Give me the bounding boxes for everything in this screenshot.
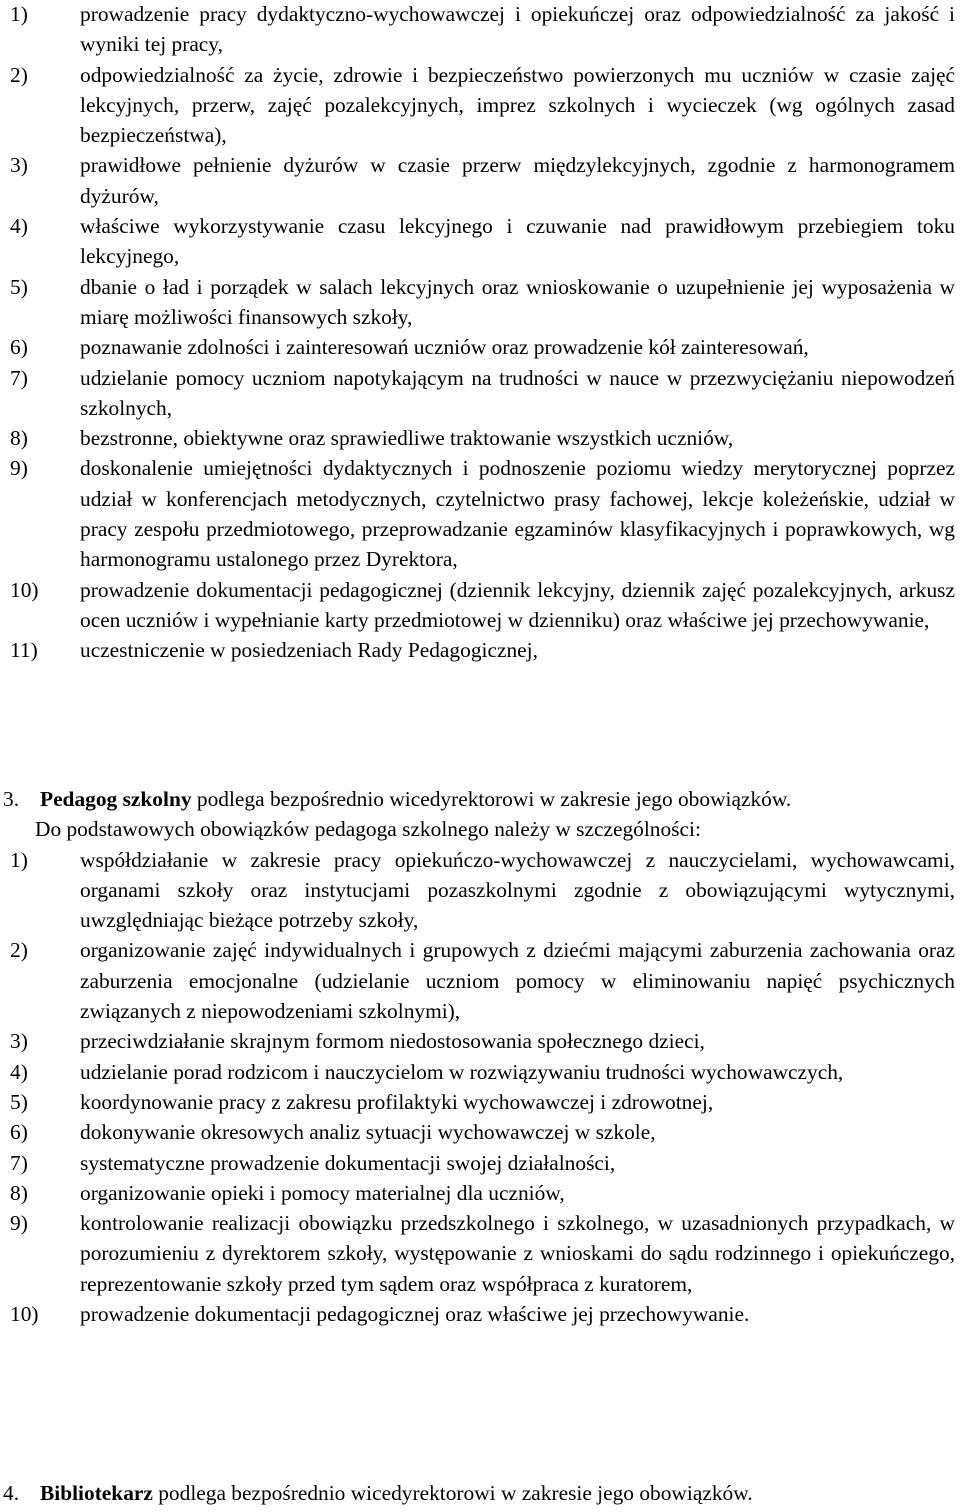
list-item (0, 1299, 960, 1329)
item-number: 6) (10, 1120, 28, 1145)
item-text: udzielanie pomocy uczniom napotykającym na trudności w nauce w przezwyciężaniu niepowodzeń szkolnych, (80, 365, 955, 420)
list-item (0, 1208, 960, 1299)
item-number: 9) (10, 456, 28, 481)
item-number: 2) (10, 62, 28, 87)
section-role-title: Bibliotekarz (40, 1481, 153, 1505)
list-item (0, 845, 960, 936)
item-number: 9) (10, 1211, 28, 1236)
item-number: 10) (10, 577, 39, 602)
item-number: 1) (10, 2, 28, 26)
item-number: 7) (10, 365, 28, 390)
list-item (0, 150, 960, 211)
item-text: poznawanie zdolności i zainteresowań uczniów oraz prowadzenie kół zainteresowań, (80, 335, 809, 360)
item-number: 6) (10, 335, 28, 360)
list-item (0, 575, 960, 636)
duties-list-teacher (0, 0, 960, 666)
item-number: 4) (10, 214, 28, 239)
section-intro: Do podstawowych obowiązków pedagoga szkolnego należy w szczególności: (35, 817, 701, 842)
item-number: 8) (10, 426, 28, 451)
item-number: 2) (10, 938, 28, 963)
section-heading (0, 1478, 960, 1508)
item-text: systematyczne prowadzenie dokumentacji swojej działalności, (80, 1150, 616, 1175)
list-item (0, 211, 960, 272)
item-number: 8) (10, 1180, 28, 1205)
duties-list-pedagog (0, 845, 960, 1330)
section-bibliotekarz (0, 1478, 960, 1508)
item-text: bezstronne, obiektywne oraz sprawiedliwe traktowanie wszystkich uczniów, (80, 426, 734, 451)
list-item (0, 1178, 960, 1208)
section-heading-text: podlega bezpośrednio wicedyrektorowi w zakresie jego obowiązków. (191, 787, 792, 811)
item-text: dbanie o ład i porządek w salach lekcyjnych oraz wnioskowanie o uzupełnienie jej wyposażenia w miarę możliwości finansowych szkoły, (80, 274, 955, 329)
list-item (0, 1117, 960, 1147)
section-heading (0, 784, 960, 814)
list-item (0, 272, 960, 333)
item-text: odpowiedzialność za życie, zdrowie i bezpieczeństwo powierzonych mu uczniów w czasie zajęć lekcyjnych, przerw, zajęć pozalekcyjnych, imprez szkolnych i wycieczek (wg ogólnych zasad bezpieczeństwa), (80, 62, 955, 148)
section-role-title: Pedagog szkolny (40, 787, 192, 811)
item-text: organizowanie opieki i pomocy materialnej dla uczniów, (80, 1180, 565, 1205)
item-number: 3) (10, 1029, 28, 1054)
section-heading-text: podlega bezpośrednio wicedyrektorowi w zakresie jego obowiązków. (152, 1481, 753, 1505)
list-item (0, 423, 960, 453)
item-text: koordynowanie pracy z zakresu profilaktyki wychowawczej i zdrowotnej, (80, 1089, 714, 1114)
list-item (0, 363, 960, 424)
section-number: 4. (3, 1481, 20, 1505)
item-number: 10) (10, 1302, 39, 1327)
item-text: organizowanie zajęć indywidualnych i grupowych z dziećmi mającymi zaburzenia zachowania oraz zaburzenia emocjonalne (udzielanie uczniom pomocy w eliminowaniu napięć psychicznych związanych z niepowodzeniami szkolnymi), (80, 938, 955, 1024)
item-text: uczestniczenie w posiedzeniach Rady Pedagogicznej, (80, 638, 538, 663)
list-item (0, 1026, 960, 1056)
item-text: udzielanie porad rodzicom i nauczycielom w rozwiązywaniu trudności wychowawczych, (80, 1059, 844, 1084)
item-text: prawidłowe pełnienie dyżurów w czasie przerw międzylekcyjnych, zgodnie z harmonogramem dyżurów, (80, 153, 955, 208)
list-item (0, 635, 960, 665)
item-text: właściwe wykorzystywanie czasu lekcyjnego i czuwanie nad prawidłowym przebiegiem toku lekcyjnego, (80, 214, 955, 269)
list-item (0, 1148, 960, 1178)
list-item (0, 1087, 960, 1117)
item-number: 11) (10, 638, 38, 663)
item-text: prowadzenie dokumentacji pedagogicznej (dziennik lekcyjny, dziennik zajęć pozalekcyjnych, arkusz ocen uczniów i wypełnianie karty przedmiotowej w dzienniku) oraz właściwe jej przechowywanie, (80, 577, 955, 632)
item-text: prowadzenie pracy dydaktyczno-wychowawczej i opiekuńczej oraz odpowiedzialność za jakość i wyniki tej pracy, (80, 2, 955, 57)
item-text: przeciwdziałanie skrajnym formom niedostosowania społecznego dzieci, (80, 1029, 705, 1054)
item-text: współdziałanie w zakresie pracy opiekuńczo-wychowawczej z nauczycielami, wychowawcami, organami szkoły oraz instytucjami pozaszkolnymi zgodnie z obowiązującymi wytycznymi, uwzględniając bieżące potrzeby szkoły, (80, 847, 955, 933)
item-number: 5) (10, 274, 28, 299)
item-number: 4) (10, 1059, 28, 1084)
item-text: prowadzenie dokumentacji pedagogicznej oraz właściwe jej przechowywanie. (80, 1302, 750, 1327)
list-item (0, 453, 960, 574)
list-item (0, 60, 960, 151)
item-text: dokonywanie okresowych analiz sytuacji wychowawczej w szkole, (80, 1120, 656, 1145)
item-text: kontrolowanie realizacji obowiązku przedszkolnego i szkolnego, w uzasadnionych przypadkach, w porozumieniu z dyrektorem szkoły, występowanie z wnioskami do sądu rodzinnego i opiekuńczego, reprezentowanie szkoły przed tym sądem oraz współpraca z kuratorem, (80, 1211, 955, 1296)
section-number: 3. (3, 787, 20, 811)
item-number: 7) (10, 1150, 28, 1175)
item-number: 1) (10, 847, 28, 872)
list-item (0, 332, 960, 362)
item-text: doskonalenie umiejętności dydaktycznych i podnoszenie poziomu wiedzy merytorycznej poprzez udział w konferencjach metodycznych, czytelnictwo prasy fachowej, lekcje koleżeńskie, udział w pracy zespołu przedmiotowego, przeprowadzanie egzaminów klasyfikacyjnych i poprawkowych, wg harmonogramu ustalonego przez Dyrektora, (80, 456, 955, 572)
list-item (0, 1057, 960, 1087)
item-number: 3) (10, 153, 28, 178)
item-number: 5) (10, 1089, 28, 1114)
list-item (0, 0, 960, 60)
section-pedagog (0, 784, 960, 1329)
list-item (0, 935, 960, 1026)
